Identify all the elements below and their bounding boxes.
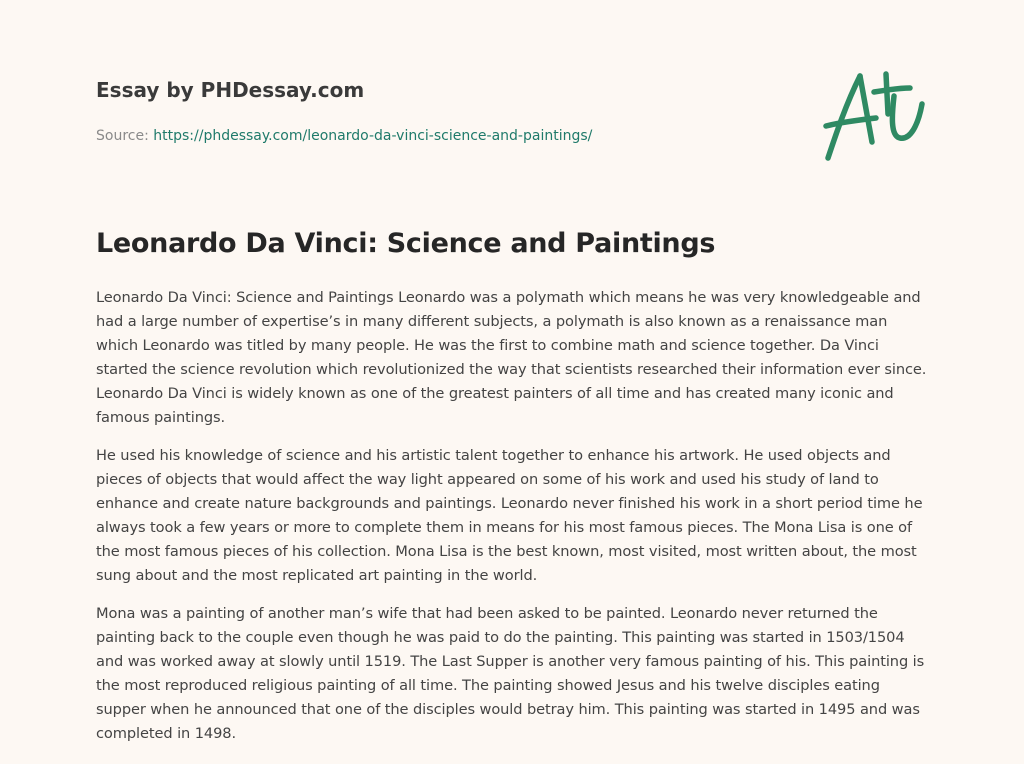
page-header — [96, 76, 796, 146]
essay-paragraph: He used his knowledge of science and his artistic talent together to enhance his artwork. He used objects and pieces of objects that would affect the way light appeared on some of his work and used his study of land to enhance and create nature backgrounds and paintings. Leonardo never finished his work in a short period time he always took a few years or more to complete them in means for his most famous pieces. The Mona Lisa is one of the most famous pieces of his collection. Mona Lisa is the best known, most visited, most written about, the most sung about and the most replicated art painting in the world. — [96, 447, 923, 584]
source-label: Source: — [96, 128, 154, 144]
a-plus-grade-logo-icon — [818, 64, 930, 168]
essay-paragraph: Mona was a painting of another man’s wife that had been asked to be painted. Leonardo never returned the painting back to the couple even though he was paid to do the painting. This painting was started in 1503/1504 and was worked away at slowly until 1519. The Last Supper is another very famous painting of his. This painting is the most reproduced religious painting of all time. The painting showed Jesus and his twelve disciples eating supper when he announced that one of the disciples would betray him. This painting was started in 1495 and was completed in 1498. — [96, 605, 925, 742]
essay-paragraph: Leonardo Da Vinci: Science and Paintings Leonardo was a polymath which means he was very knowledgeable and had a large number of expertise’s in many different subjects, a polymath is also known as a renaissance man which Leonardo was titled by many people. He was the first to combine math and science together. Da Vinci started the science revolution which revolutionized the way that scientists researched their information ever since. Leonardo Da Vinci is widely known as one of the greatest painters of all time and has created many iconic and famous paintings. — [96, 289, 927, 426]
source-link[interactable]: https://phdessay.com/leonardo-da-vinci-science-and-paintings/ — [153, 128, 593, 144]
essay-title: Leonardo Da Vinci: Science and Paintings — [96, 228, 716, 259]
brand-title: Essay by PHDessay.com — [96, 78, 365, 102]
source-line — [96, 126, 796, 146]
essay-body — [96, 286, 932, 760]
